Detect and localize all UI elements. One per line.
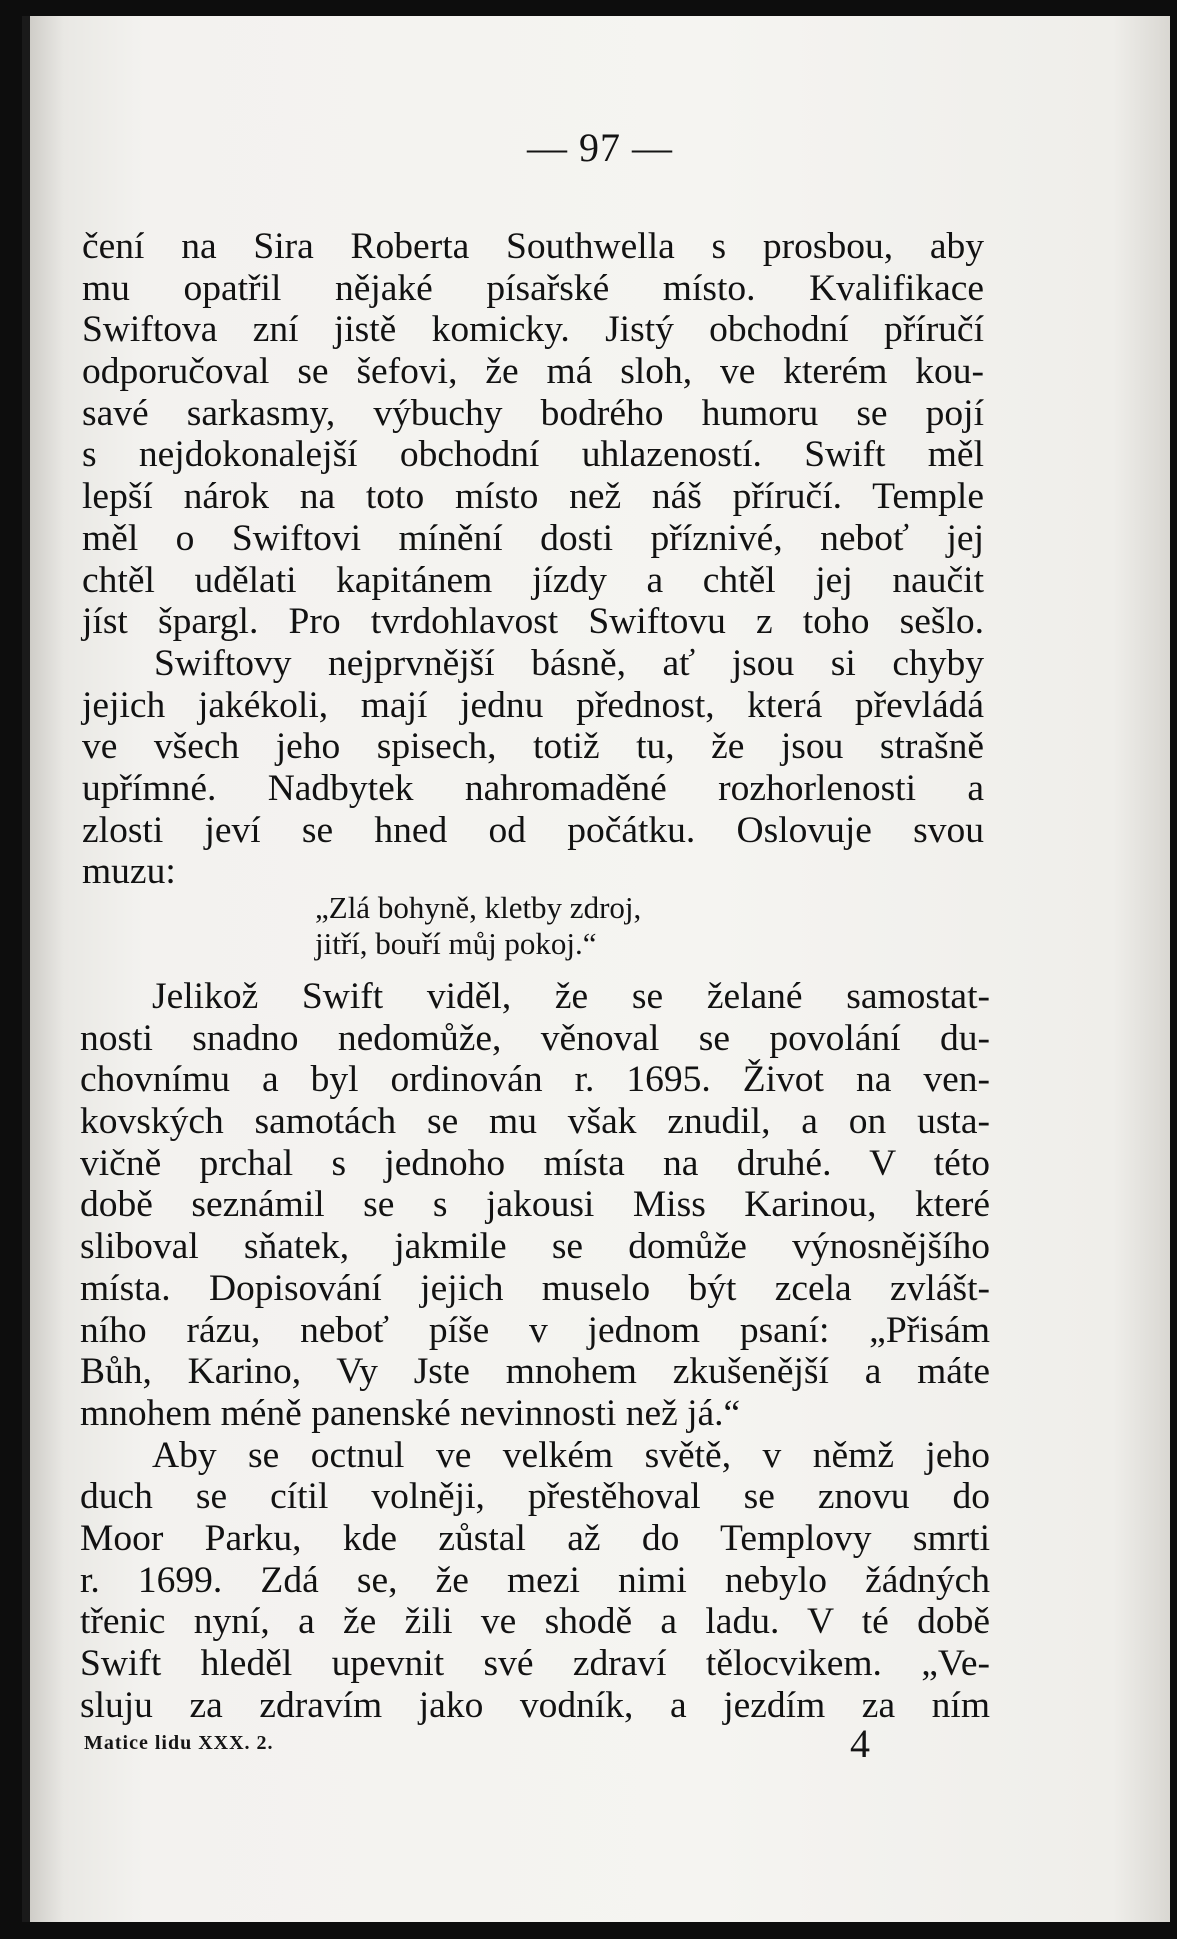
footer-signature: Matice lidu XXX. 2.: [84, 1732, 274, 1754]
text-line: sluju za zdravím jako vodník, a jezdím za ním: [80, 1684, 990, 1726]
text-line: ve všech jeho spisech, totiž tu, že jsou strašně: [82, 726, 984, 768]
text-line: Swiftova zní jistě komicky. Jistý obchodní příručí: [82, 309, 984, 351]
text-line: místa. Dopisování jejich muselo být zcela zvlášt-: [80, 1267, 990, 1309]
text-line: Swift hleděl upevnit své zdraví tělocvikem. „Ve-: [80, 1643, 990, 1684]
text-line: vičně prchal s jednoho místa na druhé. V této: [80, 1142, 990, 1184]
text-line: upřímné. Nadbytek nahromaděné rozhorlenosti a: [82, 767, 984, 809]
verse-line: jitří, bouří můj pokoj.“: [315, 926, 597, 961]
text-line: lepší nárok na toto místo než náš příručí. Temple: [82, 476, 984, 518]
text-line: mnohem méně panenské nevinnosti než já.“: [80, 1392, 741, 1434]
book-page: [22, 16, 1170, 1922]
text-line: třenic nyní, a že žili ve shodě a ladu. V té době: [80, 1601, 990, 1643]
text-line: nosti snadno nedomůže, věnoval se povolání du-: [80, 1017, 990, 1059]
page-number: — 97 —: [527, 125, 673, 170]
text-line: ního rázu, neboť píše v jednom psaní: „Přisám: [80, 1309, 990, 1351]
text-line: chovnímu a byl ordinován r. 1695. Život na ven-: [80, 1059, 990, 1101]
verse-quote: [315, 890, 641, 962]
text-line: mu opatřil nějaké písařské místo. Kvalifikace: [82, 267, 984, 309]
text-line: Moor Parku, kde zůstal až do Templovy smrti: [80, 1517, 990, 1559]
text-line: měl o Swiftovi mínění dosti příznivé, neboť jej: [82, 517, 984, 559]
text-line: duch se cítil volněji, přestěhoval se znovu do: [80, 1476, 990, 1518]
text-line: muzu:: [82, 851, 176, 893]
footer-sheet-number: 4: [850, 1721, 870, 1766]
text-line: zlosti jeví se hned od počátku. Oslovuje svou: [82, 809, 984, 851]
text-line: Bůh, Karino, Vy Jste mnohem zkušenější a máte: [80, 1351, 990, 1393]
text-line: jíst špargl. Pro tvrdohlavost Swiftovu z toho sešlo.: [82, 601, 984, 643]
text-line: době seznámil se s jakousi Miss Karinou, které: [80, 1184, 990, 1226]
text-line: sliboval sňatek, jakmile se domůže výnosnějšího: [80, 1226, 990, 1268]
text-line: Aby se octnul ve velkém světě, v němž jeho: [152, 1434, 990, 1476]
text-line: savé sarkasmy, výbuchy bodrého humoru se pojí: [82, 392, 984, 434]
text-line: odporučoval se šefovi, že má sloh, ve kterém kou-: [82, 351, 984, 393]
text-line: r. 1699. Zdá se, že mezi nimi nebylo žádných: [80, 1559, 990, 1601]
text-line: s nejdokonalejší obchodní uhlazeností. Swift měl: [82, 434, 984, 476]
text-line: Jelikož Swift viděl, že se želané samostat-: [152, 976, 990, 1017]
text-line: jejich jakékoli, mají jednu přednost, která převládá: [82, 684, 984, 726]
text-block-top: [82, 226, 984, 893]
text-line: chtěl udělati kapitánem jízdy a chtěl jej naučit: [82, 559, 984, 601]
text-line: kovských samotách se mu však znudil, a on usta-: [80, 1101, 990, 1143]
text-line: čení na Sira Roberta Southwella s prosbou, aby: [82, 226, 984, 267]
text-block-bottom: [80, 976, 990, 1726]
text-line: Swiftovy nejprvnější básně, ať jsou si chyby: [154, 642, 984, 684]
verse-line: „Zlá bohyně, kletby zdroj,: [315, 890, 642, 925]
